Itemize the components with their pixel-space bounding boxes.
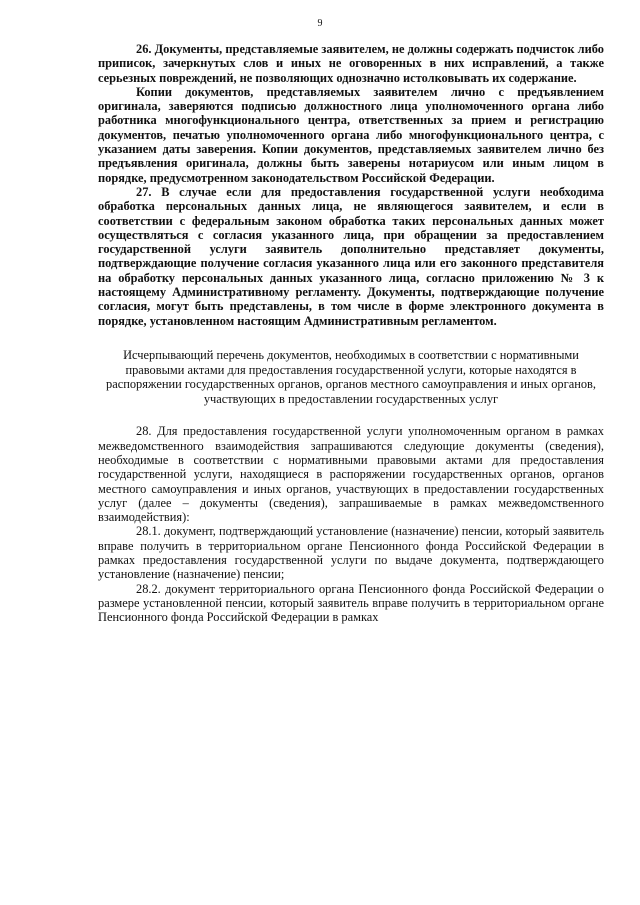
paragraph-p27: 27. В случае если для предоставления государственной услуги необходима обработка персональных данных лица, не являющегося заявителем, и если в соответствии с федеральным законом обработка таких персональных данных может осуществляться с согласия указанного лица, при обращении за предоставлением государственной услуги заявитель дополнительно представляет документы, подтверждающие получение согласия указанного лица или его законного представителя на обработку персональных данных указанного лица, согласно приложению № 3 к настоящему Административному регламенту. Документы, подтверждающие получение согласия, могут быть представлены, в том числе в форме электронного документа в порядке, установленном настоящим Административным регламентом. — [98, 184, 604, 328]
paragraph-p28_2: 28.2. документ территориального органа Пенсионного фонда Российской Федерации о размере установленной пенсии, который заявитель вправе получить в территориальном органе Пенсионного фонда Российской Федерации в рамках — [98, 581, 604, 625]
page-number: 9 — [317, 18, 323, 29]
paragraph-p26: 26. Документы, представляемые заявителем, не должны содержать подчисток либо приписок, зачеркнутых слов и иных не оговоренных в них исправлений, а также серьезных повреждений, не позволяющих однозначно истолковывать их содержание. — [98, 42, 604, 85]
paragraph-p26b: Копии документов, представляемых заявителем лично с предъявлением оригинала, заверяются подписью должностного лица уполномоченного органа либо работника многофункционального центра, ответственных за прием и регистрацию документов, печатью уполномоченного органа либо многофункционального центра, с указанием даты заверения. Копии документов, представляемых заявителем лично без предъявления оригинала, должны быть заверены нотариусом или иным лицом в порядке, предусмотренном законодательством Российской Федерации. — [98, 84, 604, 185]
paragraphs-before — [98, 42, 604, 328]
document-body — [98, 42, 604, 624]
section-heading: Исчерпывающий перечень документов, необходимых в соответствии с нормативными правовыми актами для предоставления государственной услуги, которые находятся в распоряжении государственных органов, органов местного самоуправления и иных органов, участвующих в предоставлении государственных услуг — [106, 347, 596, 406]
paragraph-p28: 28. Для предоставления государственной услуги уполномоченным органом в рамках межведомственного взаимодействия запрашиваются следующие документы (сведения), необходимые в соответствии с нормативными правовыми актами для предоставления государственной услуги, находящиеся в распоряжении государственных органов, органов местного самоуправления и иных органов, участвующих в предоставлении государственных услуг (далее – документы (сведения), запрашиваемые в рамках межведомственного взаимодействия): — [98, 424, 604, 525]
paragraph-p28_1: 28.1. документ, подтверждающий установление (назначение) пенсии, который заявитель вправе получить в территориальном органе Пенсионного фонда Российской Федерации в рамках предоставления государственной услуги по выдаче документа, подтверждающего установление (назначение) пенсии; — [98, 524, 604, 582]
paragraphs-after — [98, 424, 604, 624]
